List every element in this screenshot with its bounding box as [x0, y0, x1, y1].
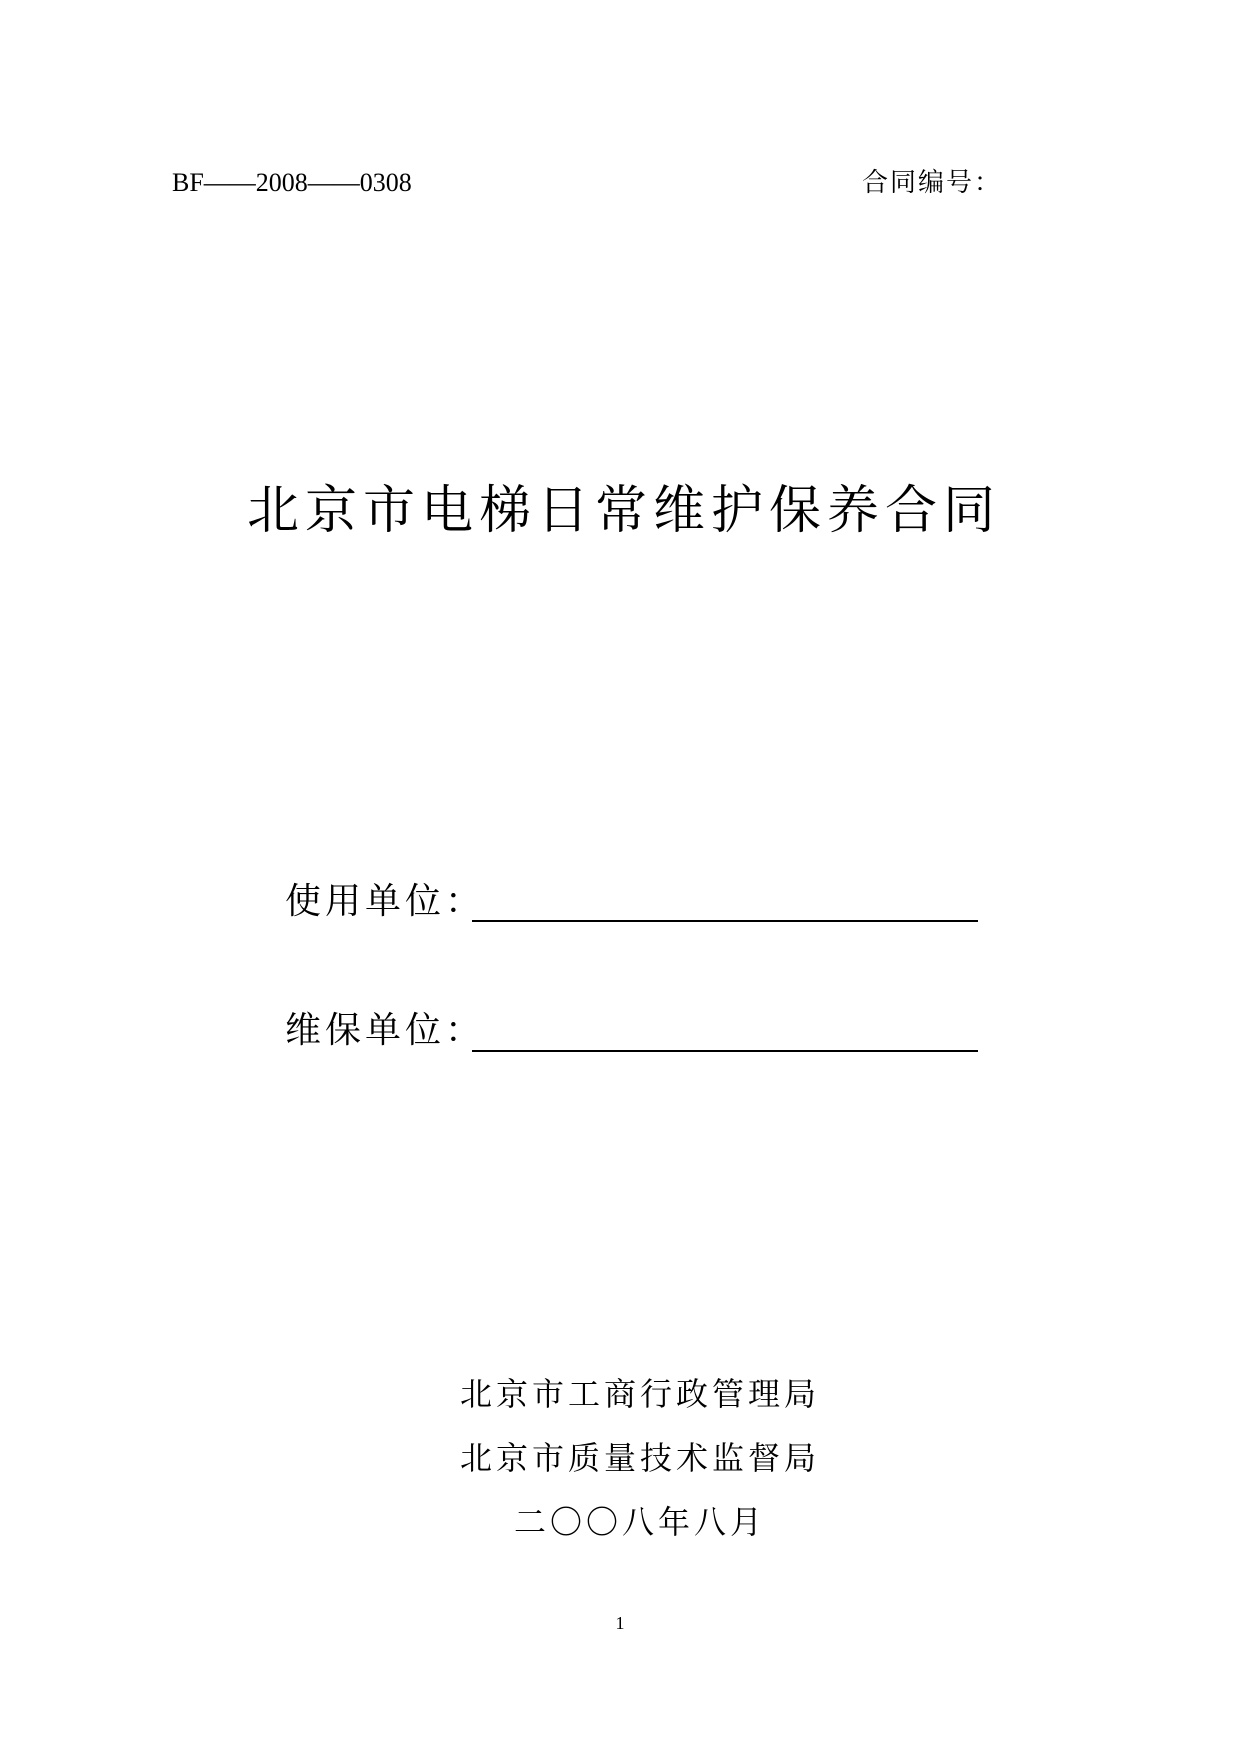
- issue-date: 二〇〇八年八月: [513, 1503, 766, 1541]
- issuer-commerce-bureau: 北京市工商行政管理局: [459, 1375, 820, 1413]
- document-title: 北京市电梯日常维护保养合同: [246, 481, 1001, 541]
- page-number: 1: [615, 1613, 625, 1633]
- contract-number-label: 合同编号：: [861, 168, 1002, 198]
- user-unit-label: 使用单位：: [285, 881, 486, 922]
- document-code: BF——2008——0308: [172, 168, 412, 197]
- user-unit-line: [472, 920, 978, 922]
- maintenance-unit-line: [472, 1050, 978, 1052]
- maintenance-unit-label: 维保单位：: [285, 1010, 486, 1051]
- issuer-quality-bureau: 北京市质量技术监督局: [459, 1439, 820, 1477]
